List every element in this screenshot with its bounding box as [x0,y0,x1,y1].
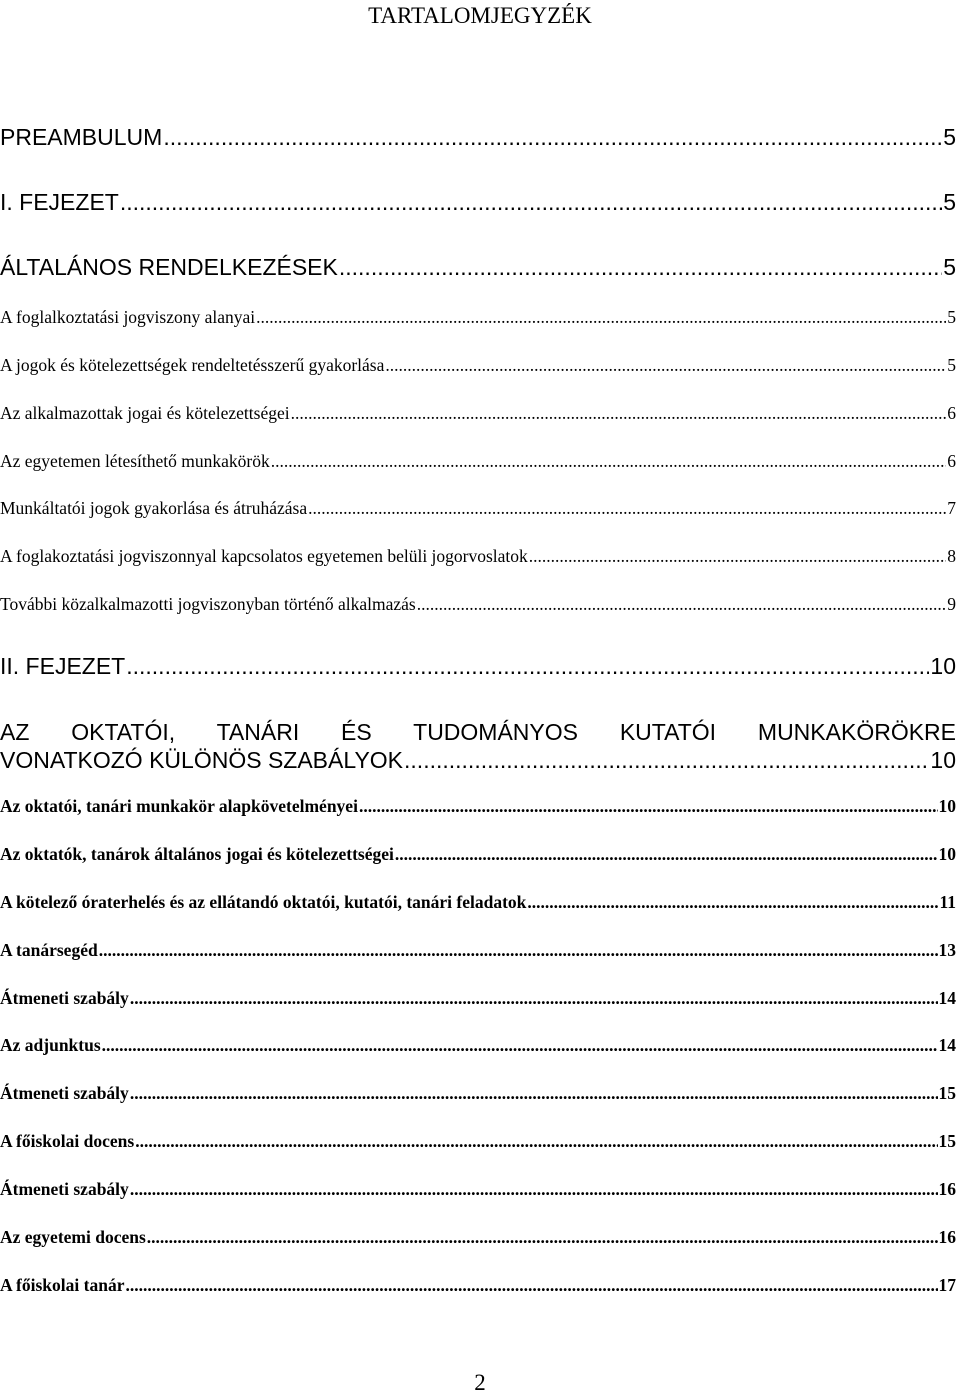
toc-entry-line2 [0,746,956,774]
toc-entry[interactable] [0,988,956,1009]
dot-leader [271,451,947,472]
toc-entry[interactable] [0,451,956,472]
dot-leader [359,796,938,817]
toc-entry-page: 5 [947,307,956,327]
toc-entry-page: 7 [947,498,956,518]
dot-leader [385,355,946,376]
toc-entry[interactable] [0,307,956,328]
toc-entry-label-line1: AZ OKTATÓI, TANÁRI ÉS TUDOMÁNYOS KUTATÓI MUNKAKÖRÖKRE [0,719,956,745]
dot-leader [308,498,946,519]
toc-entry-label: II. FEJEZET [0,653,126,679]
dot-leader [529,546,946,567]
toc-entry-label: Az oktatók, tanárok általános jogai és kötelezettségei [0,844,394,864]
dot-leader [135,1131,937,1152]
toc-entry-page: 6 [947,451,956,471]
toc-entry-label: ÁLTALÁNOS RENDELKEZÉSEK [0,254,338,280]
toc-entry[interactable] [0,498,956,519]
toc-entry-label: A tanársegéd [0,940,98,960]
toc-entry-label: Átmeneti szabály [0,1179,129,1199]
toc-entry-page: 13 [938,940,956,960]
toc-entry-page: 11 [939,892,956,912]
toc-entry-page: 15 [938,1131,956,1151]
toc-entry-label: Átmeneti szabály [0,988,129,1008]
toc-entry-fejezet-1[interactable] [0,189,956,216]
toc-entry-page: 10 [930,747,956,773]
toc-entry-label: Az egyetemen létesíthető munkakörök [0,451,270,471]
toc-entry-label: A főiskolai tanár [0,1275,125,1295]
toc-entry-label-line2: VONATKOZÓ KÜLÖNÖS SZABÁLYOK [0,747,404,773]
dot-leader [404,746,929,774]
toc-entry-label: A főiskolai docens [0,1131,135,1151]
dot-leader [527,892,938,913]
toc-entry-page: 15 [938,1083,956,1103]
dot-leader [163,124,942,151]
toc-entry-label: Munkáltatói jogok gyakorlása és átruházása [0,498,308,518]
toc-entry-label: További közalkalmazotti jogviszonyban történő alkalmazás [0,594,416,614]
toc-entry-page: 5 [943,124,956,150]
toc-entry-page: 5 [943,189,956,215]
dot-leader [102,1035,938,1056]
toc-entry[interactable] [0,594,956,615]
toc-entry[interactable] [0,546,956,567]
toc-entry[interactable] [0,796,956,817]
toc-entry-label: A jogok és kötelezettségek rendeltetésszerű gyakorlása [0,355,385,375]
toc-entry[interactable] [0,1035,956,1056]
toc-entry[interactable] [0,1275,956,1296]
toc-entry-page: 14 [938,988,956,1008]
dot-leader [291,403,947,424]
toc-entry-page: 6 [947,403,956,423]
toc-entry-page: 16 [938,1227,956,1247]
toc-entry-page: 10 [938,844,956,864]
toc-entry-label: I. FEJEZET [0,189,119,215]
toc-entry-page: 16 [938,1179,956,1199]
toc-entry-label: Az alkalmazottak jogai és kötelezettségei [0,403,290,423]
dot-leader [147,1227,938,1248]
toc-entry-label: A foglakoztatási jogviszonnyal kapcsolatos egyetemen belüli jogorvoslatok [0,546,528,566]
toc-entry-label: Az oktatói, tanári munkakör alapkövetelményei [0,796,358,816]
toc-entry-page: 17 [938,1275,956,1295]
toc-entry-page: 10 [930,653,956,679]
toc-entry-page: 5 [947,355,956,375]
dot-leader [130,1179,938,1200]
toc-entry[interactable] [0,892,956,913]
toc-entry-label: Az egyetemi docens [0,1227,146,1247]
toc-entry-page: 14 [938,1035,956,1055]
toc-entry-page: 5 [943,254,956,280]
page-number: 2 [474,1370,486,1395]
toc-entry-preambulum[interactable] [0,124,956,151]
toc-entry-page: 9 [947,594,956,614]
toc-entry-label: Átmeneti szabály [0,1083,129,1103]
toc-entry[interactable] [0,1131,956,1152]
dot-leader [130,988,938,1009]
dot-leader [256,307,946,328]
toc-entry[interactable] [0,844,956,865]
dot-leader [417,594,947,615]
toc-entry-label: Az adjunktus [0,1035,101,1055]
dot-leader [395,844,938,865]
toc-entry[interactable] [0,940,956,961]
toc-entry[interactable] [0,1227,956,1248]
toc-entry-fejezet-2[interactable] [0,653,956,680]
dot-leader [130,1083,938,1104]
toc-entry[interactable] [0,1083,956,1104]
toc-entry[interactable] [0,355,956,376]
dot-leader [339,254,942,281]
toc-entry-altalanos-rendelkezesek[interactable] [0,254,956,281]
toc-entry-kulonos-szabalyok[interactable] [0,718,956,774]
document-title: TARTALOMJEGYZÉK [368,3,592,28]
toc-entry[interactable] [0,403,956,424]
toc-entry-label: A foglalkoztatási jogviszony alanyai [0,307,256,327]
dot-leader [125,1275,937,1296]
dot-leader [126,653,929,680]
toc-entry-label: PREAMBULUM [0,124,163,150]
dot-leader [99,940,938,961]
toc-entry-page: 10 [938,796,956,816]
toc-entry-page: 8 [947,546,956,566]
toc-entry[interactable] [0,1179,956,1200]
dot-leader [120,189,942,216]
toc-entry-label: A kötelező óraterhelés és az ellátandó oktatói, kutatói, tanári feladatok [0,892,527,912]
